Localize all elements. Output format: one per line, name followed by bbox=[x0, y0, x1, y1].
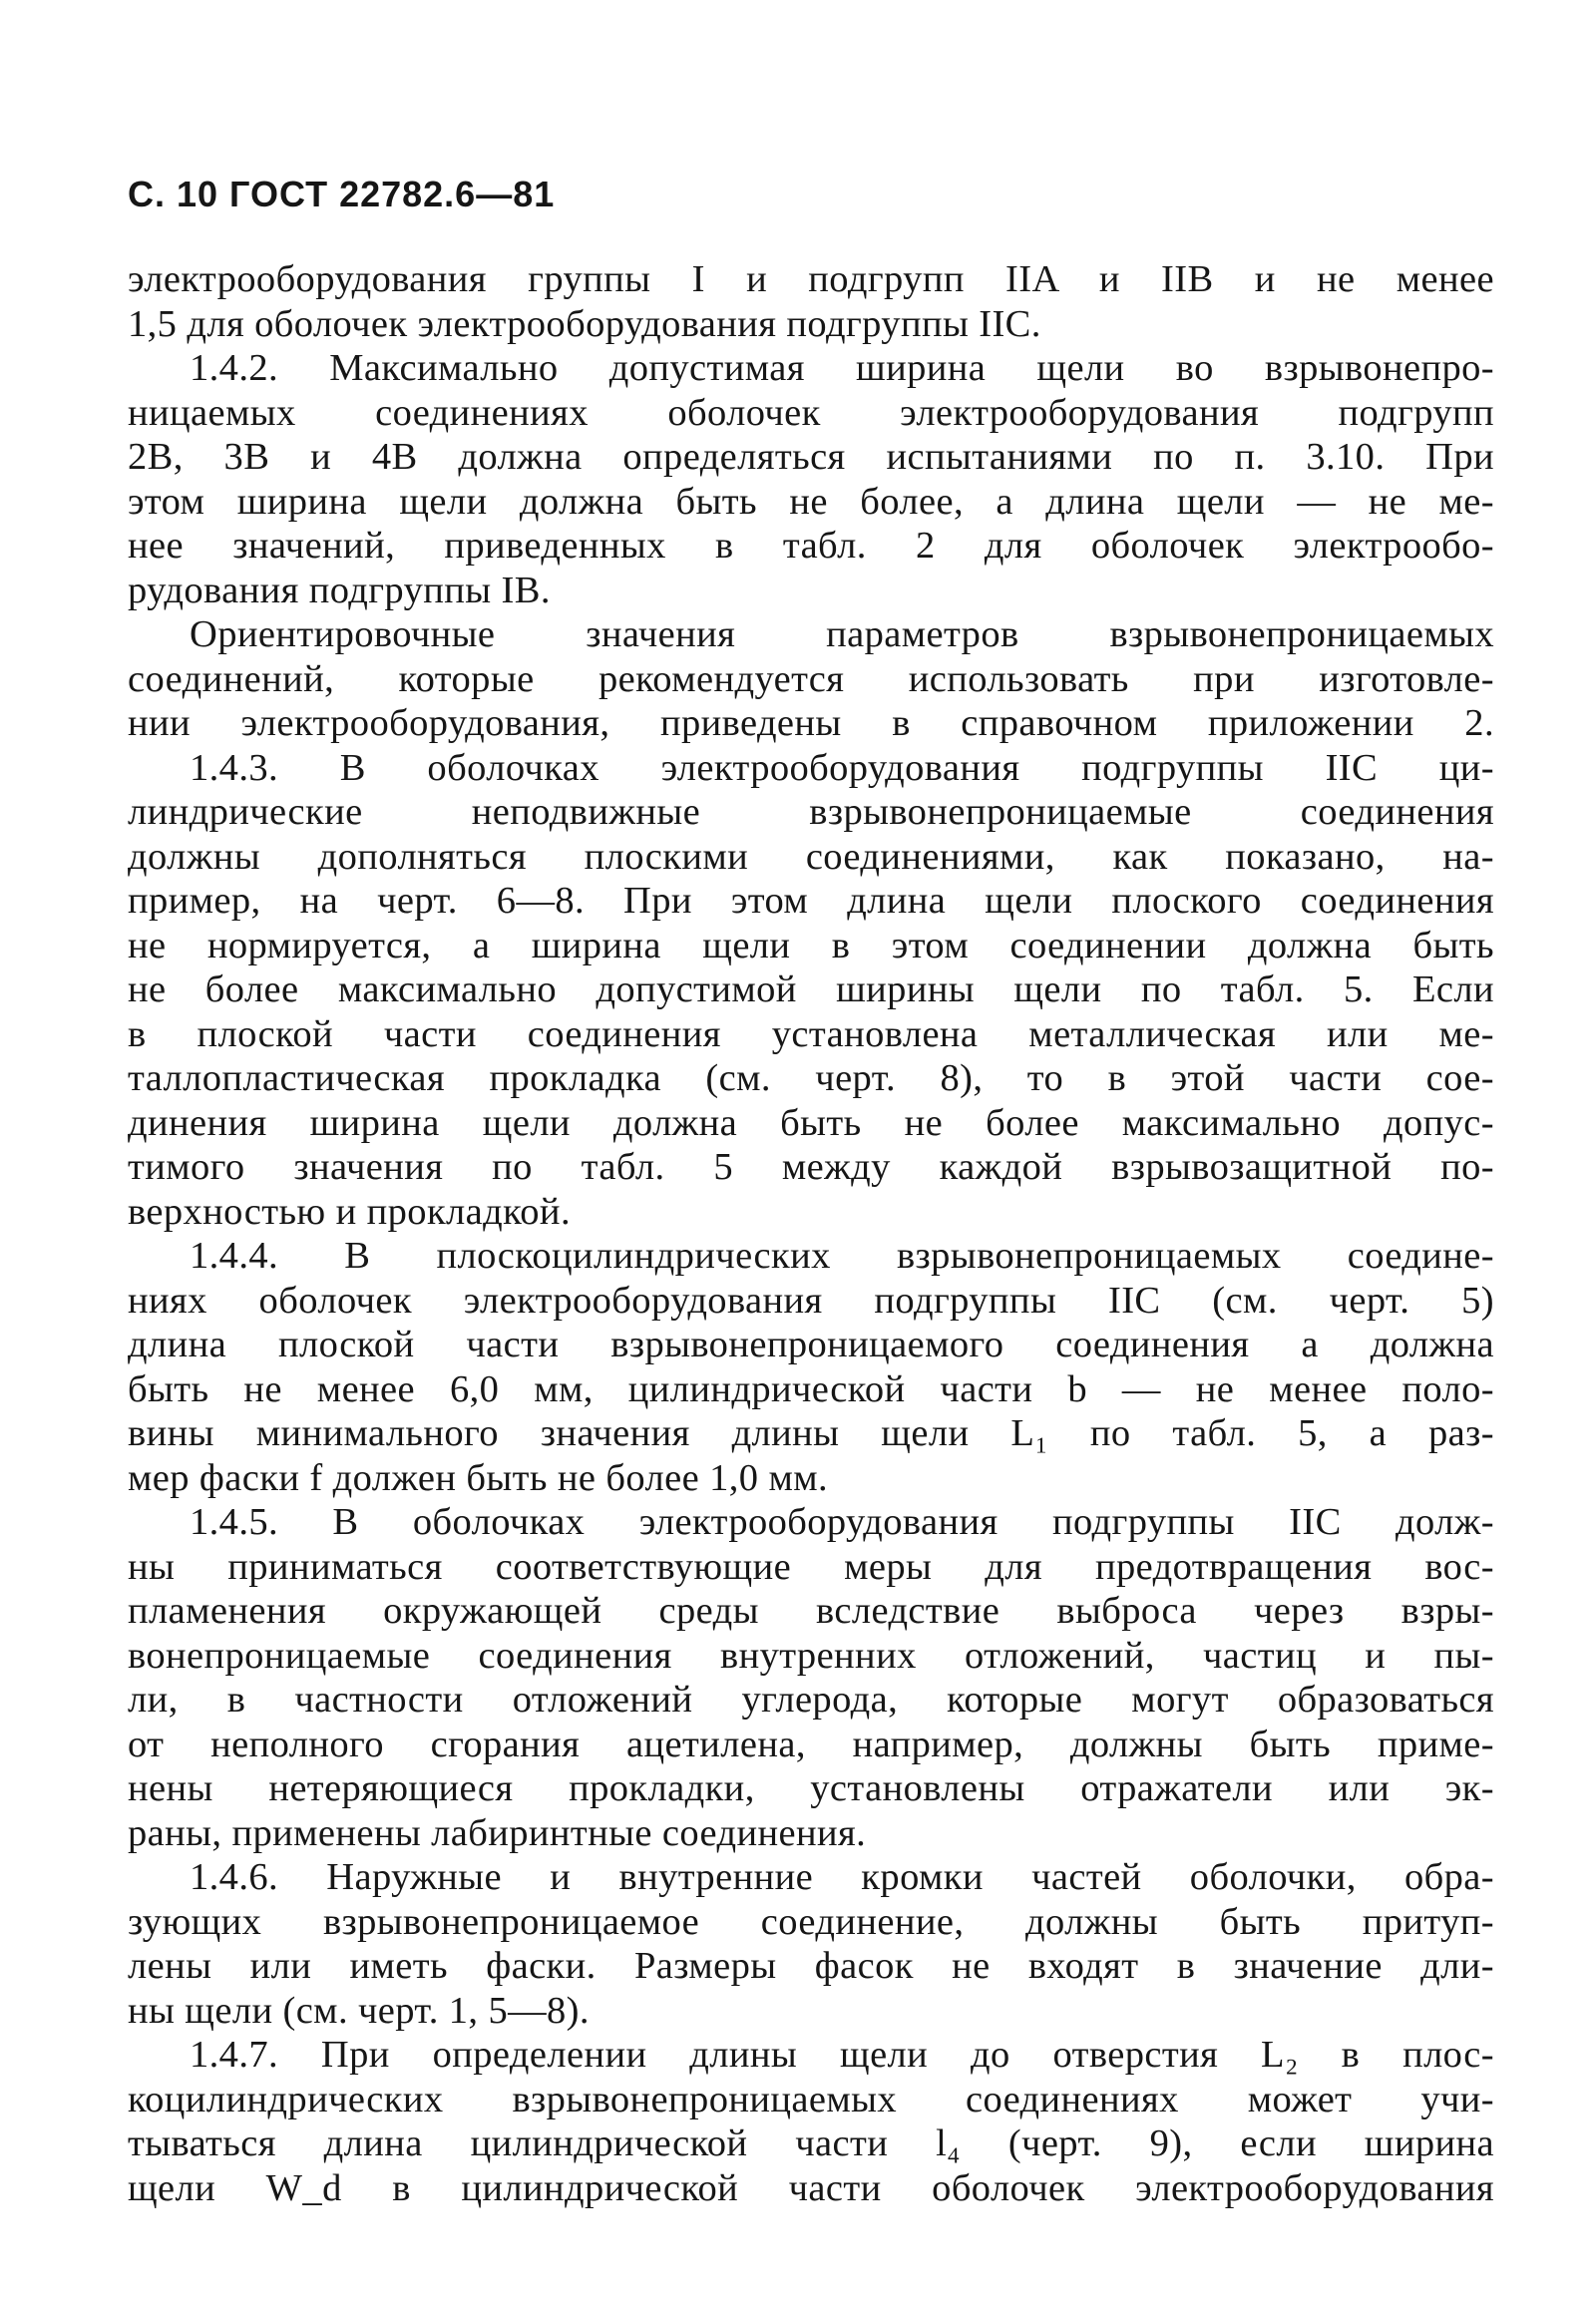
text-line: 1.4.4. В плоскоцилиндрических взрывонепроницаемых соедине- bbox=[190, 1235, 1494, 1277]
text-line: 1.4.5. В оболочках электрооборудования подгруппы IIC долж- bbox=[190, 1501, 1494, 1543]
page-header: С. 10 ГОСТ 22782.6—81 bbox=[128, 174, 556, 214]
text-line: электрооборудования группы I и подгрупп IIA и IIB и не менее bbox=[128, 258, 1494, 300]
text-line: вины минимального значения длины щели L₁ по табл. 5, а раз- bbox=[128, 1412, 1494, 1454]
text-line: нены нетеряющиеся прокладки, установлены отражатели или эк- bbox=[128, 1767, 1494, 1809]
text-line: этом ширина щели должна быть не более, а длина щели — не ме- bbox=[128, 480, 1494, 523]
text-line: тимого значения по табл. 5 между каждой взрывозащитной по- bbox=[128, 1146, 1494, 1188]
text-line: Ориентировочные значения параметров взрывонепроницаемых bbox=[190, 613, 1494, 655]
text-line: быть не менее 6,0 мм, цилиндрической части b — не менее поло- bbox=[128, 1367, 1494, 1410]
text-line: 2B, 3B и 4B должна определяться испытаниями по п. 3.10. При bbox=[128, 436, 1494, 478]
text-line: 1.4.6. Наружные и внутренние кромки частей оболочки, обра- bbox=[190, 1856, 1494, 1898]
text-line: зующих взрывонепроницаемое соединение, должны быть притуп- bbox=[128, 1900, 1494, 1943]
text-line: коцилиндрических взрывонепроницаемых соединениях может учи- bbox=[128, 2078, 1494, 2120]
text-line: щели W_d в цилиндрической части оболочек электрооборудования bbox=[128, 2166, 1494, 2209]
text-line: должны дополняться плоскими соединениями, как показано, на- bbox=[128, 835, 1494, 878]
text-line: 1.4.3. В оболочках электрооборудования подгруппы IIC ци- bbox=[190, 746, 1494, 789]
text-line: пламенения окружающей среды вследствие выброса через взры- bbox=[128, 1590, 1494, 1632]
text-line: от неполного сгорания ацетилена, например, должны быть приме- bbox=[128, 1723, 1494, 1765]
text-line: нии электрооборудования, приведены в справочном приложении 2. bbox=[128, 702, 1494, 744]
text-line: не более максимально допустимой ширины щели по табл. 5. Если bbox=[128, 968, 1494, 1010]
text-line: не нормируется, а ширина щели в этом соединении должна быть bbox=[128, 924, 1494, 966]
text-line: линдрические неподвижные взрывонепроницаемые соединения bbox=[128, 791, 1494, 833]
text-line: раны, применены лабиринтные соединения. bbox=[128, 1811, 867, 1854]
text-line: ны щели (см. черт. 1, 5—8). bbox=[128, 1989, 590, 2032]
text-line: длина плоской части взрывонепроницаемого соединения a должна bbox=[128, 1324, 1494, 1365]
text-line: рудования подгруппы IB. bbox=[128, 569, 551, 611]
text-line: ли, в частности отложений углерода, которые могут образоваться bbox=[128, 1679, 1494, 1721]
text-line: тываться длина цилиндрической части l₄ (черт. 9), если ширина bbox=[128, 2122, 1494, 2164]
body-text bbox=[128, 257, 1494, 2210]
text-line: мер фаски f должен быть не более 1,0 мм. bbox=[128, 1456, 829, 1499]
text-line: лены или иметь фаски. Размеры фасок не входят в значение дли- bbox=[128, 1945, 1494, 1987]
text-line: ниях оболочек электрооборудования подгруппы IIC (см. черт. 5) bbox=[128, 1279, 1494, 1322]
text-line: верхностью и прокладкой. bbox=[128, 1190, 571, 1233]
text-line: 1.4.2. Максимально допустимая ширина щели во взрывонепро- bbox=[190, 347, 1494, 389]
text-line: динения ширина щели должна быть не более максимально допус- bbox=[128, 1101, 1494, 1144]
text-line: соединений, которые рекомендуется использовать при изготовле- bbox=[128, 657, 1494, 700]
text-line: ницаемых соединениях оболочек электрооборудования подгрупп bbox=[128, 391, 1494, 434]
text-line: таллопластическая прокладка (см. черт. 8), то в этой части сое- bbox=[128, 1057, 1494, 1099]
text-line: пример, на черт. 6—8. При этом длина щели плоского соединения bbox=[128, 880, 1494, 922]
text-line: в плоской части соединения установлена металлическая или ме- bbox=[128, 1012, 1494, 1055]
text-line: нее значений, приведенных в табл. 2 для оболочек электрообо- bbox=[128, 525, 1494, 567]
text-line: вонепроницаемые соединения внутренних отложений, частиц и пы- bbox=[128, 1634, 1494, 1677]
text-line: 1.4.7. При определении длины щели до отверстия L₂ в плос- bbox=[190, 2034, 1494, 2076]
text-line: 1,5 для оболочек электрооборудования подгруппы IIC. bbox=[128, 302, 1041, 345]
text-line: ны приниматься соответствующие меры для предотвращения вос- bbox=[128, 1545, 1494, 1588]
